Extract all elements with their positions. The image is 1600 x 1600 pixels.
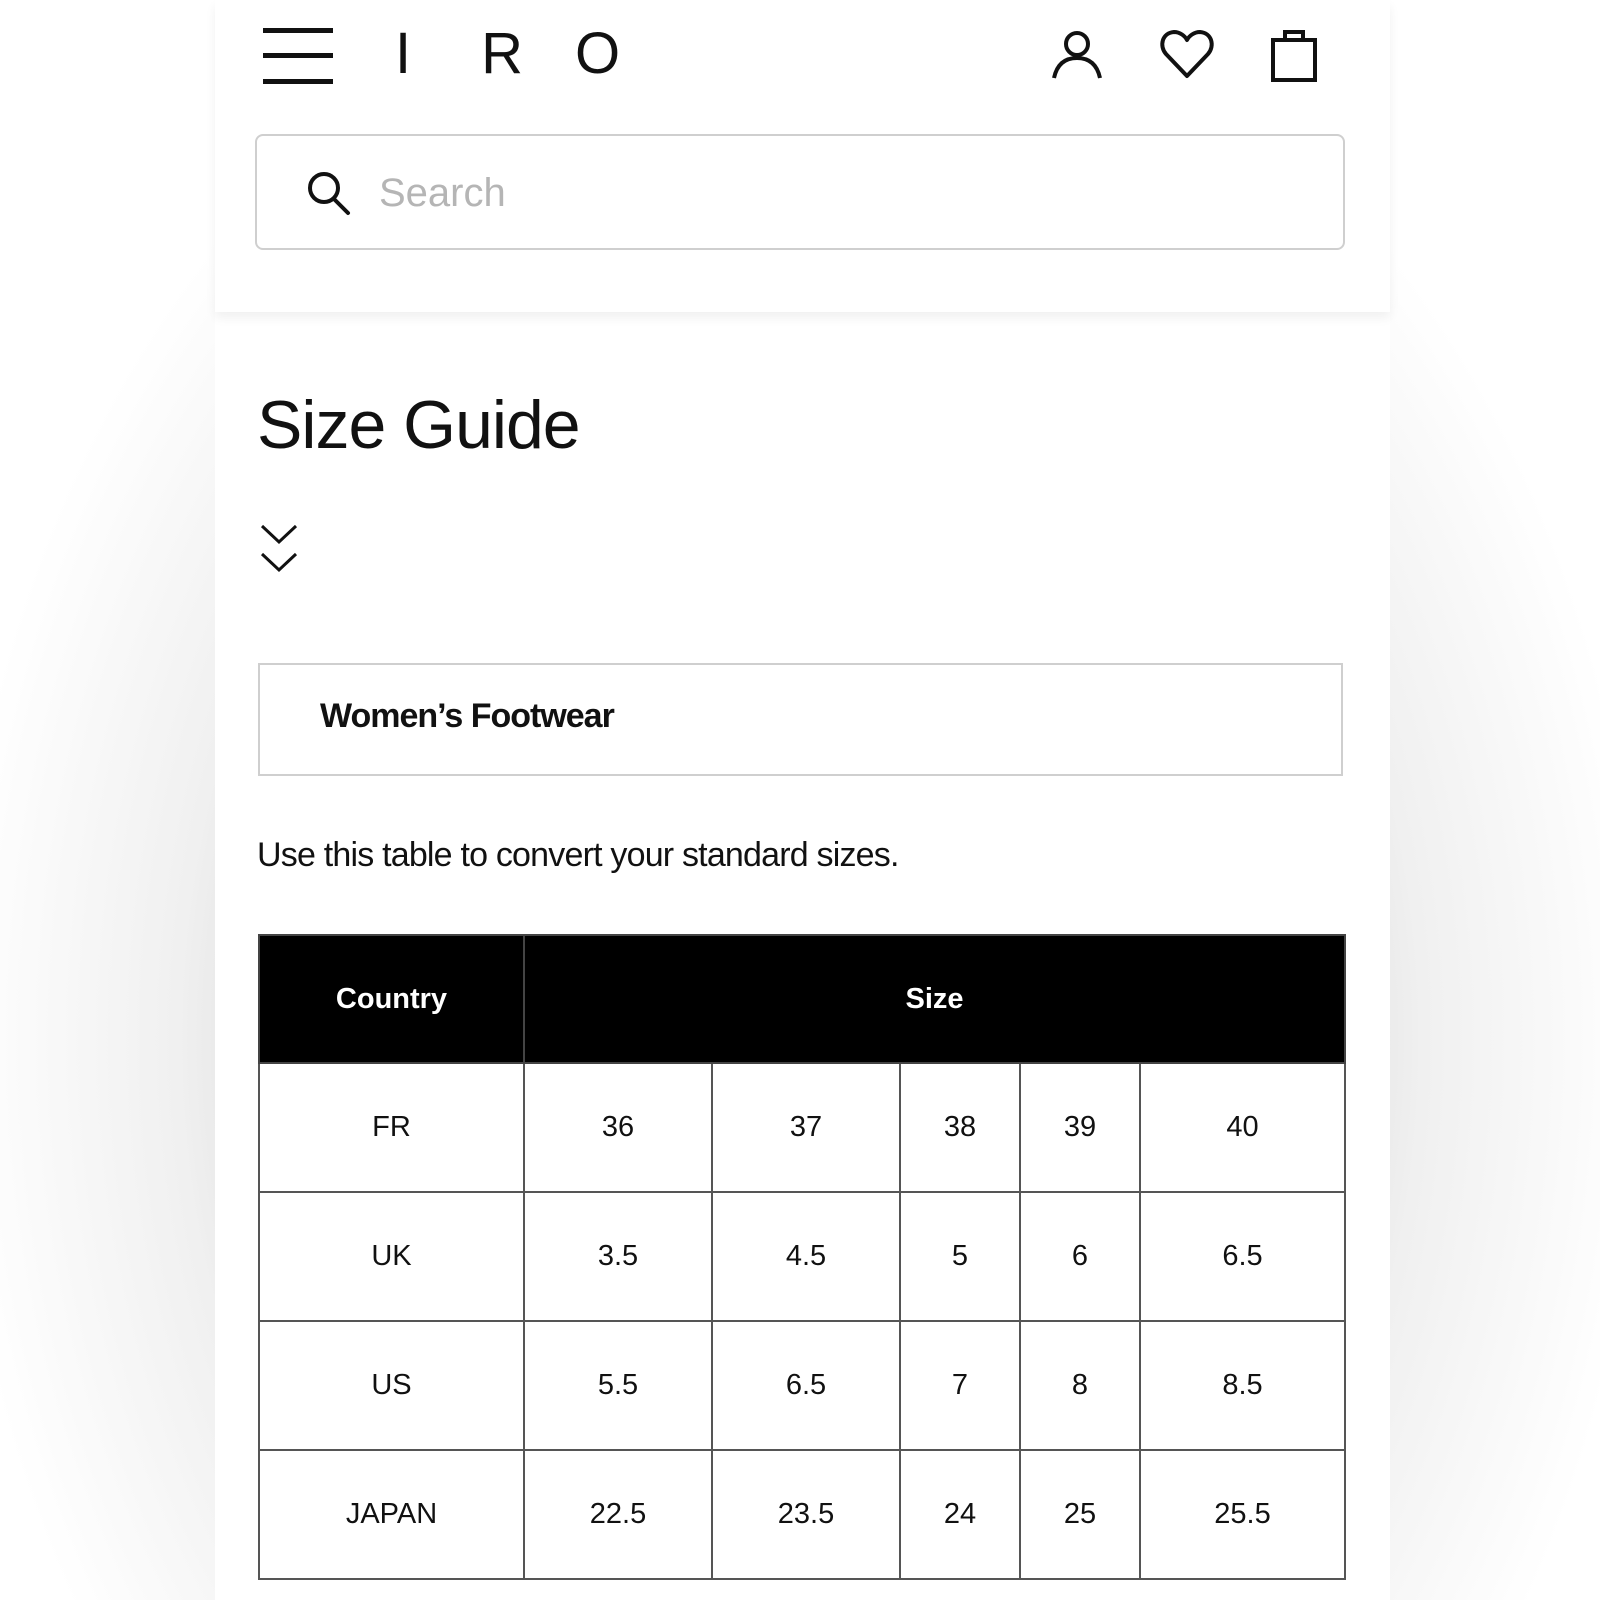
size-cell: 6 [1020,1192,1140,1321]
size-cell: 8.5 [1140,1321,1345,1450]
logo-letter: I [395,20,412,86]
search-bar[interactable] [255,134,1345,250]
heart-icon[interactable] [1158,26,1216,84]
size-cell: 8 [1020,1321,1140,1450]
table-header-row [259,935,1345,1063]
size-cell: 5.5 [524,1321,712,1450]
size-cell: 38 [900,1063,1020,1192]
user-icon[interactable] [1048,26,1106,84]
size-cell: 23.5 [712,1450,900,1579]
country-cell: UK [259,1192,524,1321]
size-cell: 6.5 [1140,1192,1345,1321]
size-conversion-table [258,934,1346,1580]
double-chevron-down-icon[interactable] [259,522,299,578]
column-header-size: Size [524,935,1345,1063]
logo[interactable] [395,18,620,88]
search-input[interactable] [377,158,1281,228]
size-cell: 25.5 [1140,1450,1345,1579]
table-row [259,1321,1345,1450]
search-icon[interactable] [305,169,353,217]
category-label: Women’s Footwear [320,697,614,735]
size-cell: 7 [900,1321,1020,1450]
logo-letter: R [481,20,524,86]
size-cell: 25 [1020,1450,1140,1579]
size-cell: 6.5 [712,1321,900,1450]
table-row [259,1450,1345,1579]
country-cell: JAPAN [259,1450,524,1579]
size-cell: 5 [900,1192,1020,1321]
page-title: Size Guide [257,387,580,463]
size-cell: 37 [712,1063,900,1192]
category-selector[interactable] [258,663,1343,776]
shopping-bag-icon[interactable] [1265,26,1323,84]
column-header-country: Country [259,935,524,1063]
size-cell: 40 [1140,1063,1345,1192]
size-cell: 39 [1020,1063,1140,1192]
logo-letter: O [575,20,621,86]
size-cell: 3.5 [524,1192,712,1321]
country-cell: US [259,1321,524,1450]
table-description: Use this table to convert your standard sizes. [257,836,899,874]
size-cell: 22.5 [524,1450,712,1579]
site-header [215,0,1390,312]
menu-icon[interactable] [263,28,333,84]
table-row [259,1063,1345,1192]
size-cell: 4.5 [712,1192,900,1321]
page-container [215,0,1390,1600]
size-cell: 36 [524,1063,712,1192]
size-cell: 24 [900,1450,1020,1579]
table-row [259,1192,1345,1321]
country-cell: FR [259,1063,524,1192]
